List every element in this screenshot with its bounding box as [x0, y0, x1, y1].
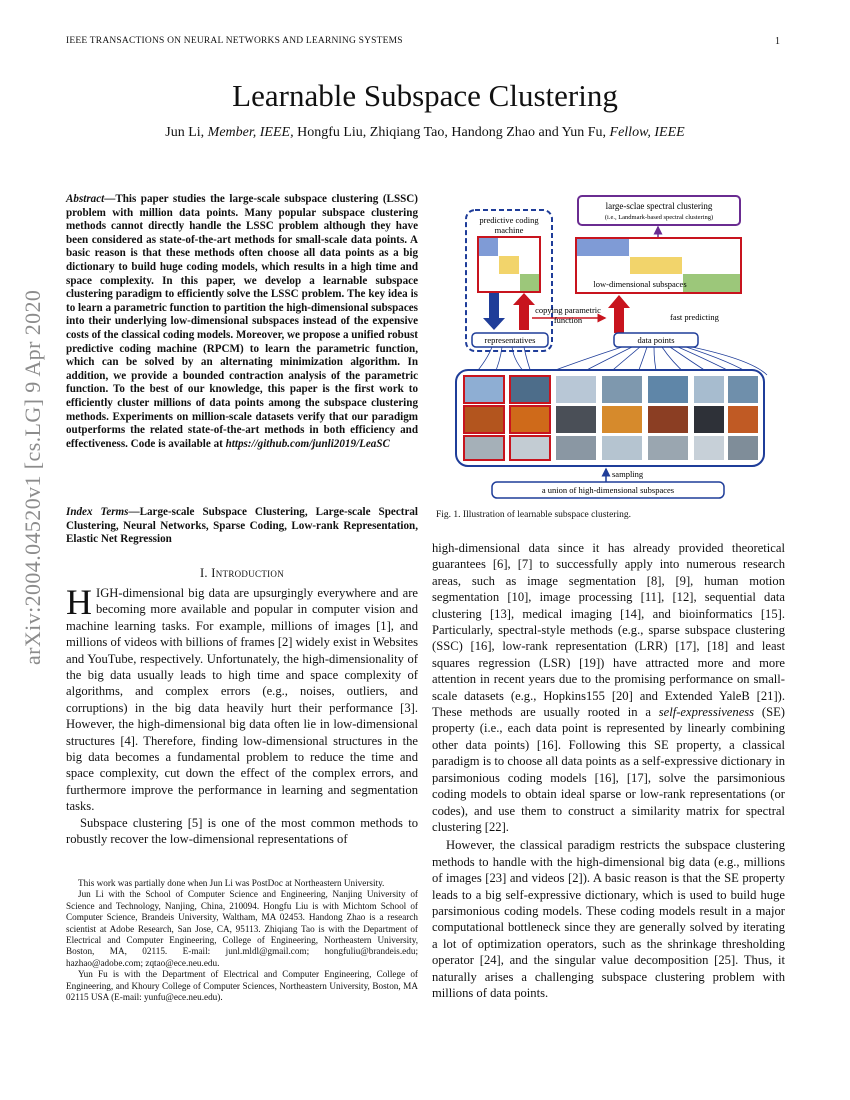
running-head: IEEE TRANSACTIONS ON NEURAL NETWORKS AND LEARNING SYSTEMS	[66, 36, 403, 46]
right-column-body	[432, 540, 785, 1001]
code-link[interactable]: https://github.com/junli2019/LeaSC	[225, 437, 390, 450]
image-car-6	[694, 406, 724, 433]
drop-cap: H	[66, 582, 92, 622]
large-block-blue	[577, 239, 629, 256]
image-car-5	[648, 406, 688, 433]
intro-p1-text: IGH-dimensional big data are upsurgingly everywhere and are becoming more available and popular in computer vision and machine learning tasks. For example, millions of images [1], and millions of videos with billions of frames [2] widely exist in Websites and YouTube, respectively. Unfortunately, the high-dimensionality of the big data usually leads to high time and space complexity of algorithms, and complex errors (e.g., noises, outliers, and corruptions) in the big data heavily hurt their performance [3]. However, the high-dimensional big data often lie in low-dimensional structures [4]. Therefore, finding low-dimensional structures in the big data becomes a fundamental problem to reduce the time and space complexity, cut down the effect of the complex errors, and furthermore improve the performance in learning and segmentation tasks.	[66, 586, 418, 814]
large-block-green	[683, 274, 740, 292]
introduction-body	[66, 582, 418, 848]
authors-part2: Hongfu Liu, Zhiqiang Tao, Handong Zhao and Yun Fu,	[293, 125, 610, 140]
image-plane-1	[464, 436, 504, 460]
predictive-label-2: machine	[494, 225, 524, 235]
image-boat-3	[556, 376, 596, 403]
learn-arrow-down	[483, 293, 505, 330]
predictive-label-1: predictive coding	[479, 215, 539, 225]
fast-predict-arrow	[608, 295, 630, 333]
authors-fellow: Fellow, IEEE	[609, 125, 685, 140]
footnotes	[66, 878, 418, 1003]
image-plane-6	[694, 436, 724, 460]
small-block-yellow	[499, 256, 519, 274]
figure-1-diagram	[432, 190, 785, 502]
abstract	[66, 193, 418, 451]
footnote-1: This work was partially done when Jun Li was PostDoc at Northeastern University.	[78, 878, 385, 888]
image-boat-7	[728, 376, 758, 403]
copying-label-2: function	[553, 315, 583, 325]
right-p1-em: self-expressiveness	[658, 705, 755, 720]
image-plane-2	[510, 436, 550, 460]
authors-member: Member, IEEE,	[207, 125, 294, 140]
abstract-lead: Abstract	[66, 193, 105, 205]
author-list	[0, 125, 850, 141]
representatives-label: representatives	[484, 335, 536, 345]
union-label: a union of high-dimensional subspaces	[541, 485, 675, 495]
paper-title: Learnable Subspace Clustering	[232, 78, 618, 113]
image-car-7	[728, 406, 758, 433]
right-p1-a: high-dimensional data since it has already provided theoretical guarantees [6], [7] to successfully apply into numerous research areas, such as image segmentation [8], [9], human motion segmentation [10], image processing [11], [12], sequential data clustering [13], medical imaging [14], and bioinformatics [15]. Particularly, spectral-style methods (e.g., sparse subspace clustering (SSC) [16], low-rank representation (LRR) [17], [18] and least squares regression (LSR) [19]) have attracted more and more attention in recent years due to the promising performance on small-scale datasets (e.g., Hopkins155 [20] and Extended YaleB [21]). These methods are usually rooted in a	[432, 541, 785, 720]
abstract-text: —This paper studies the large-scale subspace clustering (LSSC) problem with million data points. Many popular subspace clustering methods cannot directly handle the LSSC problem although they have been considered as state-of-the-art methods for small-scale data points. A basic reason is that these methods often choose all data points as a big dictionary to build huge coding models, which results in a high time and space complexity. In this paper, we develop a learnable subspace clustering paradigm to efficiently solve the LSSC problem. The key idea is to learn a parametric function to partition the high-dimensional subspaces into their underlying low-dimensional subspaces instead of the expensive costs of the classical coding models. Moreover, we propose a unified robust predictive coding machine (RPCM) to learn the parametric function, which can be solved by an alternating minimization algorithm. In addition, we provide a bounded contraction analysis of the parametric function. To the best of our knowledge, this paper is the first work to efficiently cluster millions of data points among the subspace clustering methods. Experiments on million-scale datasets verify that our paradigm outperforms the related state-of-the-art methods in both efficiency and effectiveness. Code is available at	[66, 193, 418, 450]
fast-predicting-label: fast predicting	[670, 312, 719, 322]
image-boat-4	[602, 376, 642, 403]
footnote-2: Jun Li with the School of Computer Science and Engineering, Nanjing University of Science and Technology, Nanjing, China, 210094. Hongfu Liu is with Michtom School of Computer Science, Brandeis University, Waltham, MA 02453. Handong Zhao is a research scientist at Adobe Research, San Jose, CA, 95113. Zhiqiang Tao is with the Department of Electrical and Computer Engineering, College of Engineering, Northeastern University, Boston, MA, 02115. E-mail: junl.mldl@gmail.com; hongfuliu@brandeis.edu; hazhao@adobe.com; zqtao@ece.neu.edu.	[66, 889, 418, 968]
image-car-4	[602, 406, 642, 433]
image-car-1	[464, 406, 504, 433]
right-paragraph-1	[432, 540, 785, 835]
figure-caption: Fig. 1. Illustration of learnable subspace clustering.	[436, 510, 631, 520]
image-boat-6	[694, 376, 724, 403]
right-paragraph-2: However, the classical paradigm restricts the subspace clustering methods to handle with the high-dimensional big data (e.g., millions of images [23] and videos [2]). A basic reason is that the SE property leads to a big self-expressive dictionary, which is used to build huge parsimonious coding models. These coding models result in a major computational bottleneck since they are generally solved by iterating a lot of optimization operators, such as the shrinkage thresholding operator [24], and the singular value decomposition [25]. Thus, it naturally arises a challenging subspace clustering problem with millions of data points.	[432, 838, 785, 1000]
copying-label-1: copying parametric	[535, 305, 601, 315]
image-car-3	[556, 406, 596, 433]
small-block-blue	[479, 238, 498, 256]
image-plane-5	[648, 436, 688, 460]
index-terms	[66, 506, 418, 547]
footnote-3: Yun Fu is with the Department of Electrical and Computer Engineering, College of Engineering, and Khoury College of Computer Sciences, Northeastern University, Boston, MA 02115 USA (E-mail: yunfu@ece.neu.edu).	[66, 969, 418, 1003]
intro-paragraph-2: Subspace clustering [5] is one of the most common methods to robustly recover the low-dimensional representations of	[66, 815, 418, 847]
small-block-green	[520, 274, 539, 291]
index-terms-text: —Large-scale Subspace Clustering, Large-scale Spectral Clustering, Neural Networks, Sparse Coding, Low-rank Representation, Elastic Net Regression	[66, 506, 418, 546]
authors-part1: Jun Li,	[165, 125, 208, 140]
page-number: 1	[775, 36, 780, 47]
figure-1	[432, 190, 785, 502]
image-boat-1	[464, 376, 504, 403]
large-block-yellow	[630, 257, 682, 274]
low-dim-label: low-dimensional subspaces	[593, 279, 687, 289]
image-boat-2	[510, 376, 550, 403]
image-plane-7	[728, 436, 758, 460]
arxiv-stamp: arXiv:2004.04520v1 [cs.LG] 9 Apr 2020	[20, 289, 45, 665]
right-p1-b: (SE) property (i.e., each data point is represented by linearly combining other data points) [16]. Following this SE property, a classical paradigm is to choose all data points as a self-expressive dictionary in parsimonious coding models [16], [17], solve the parsimonious coding models to obtain ideal sparse or low-rank representations (or codes), and use them to construct a similarity matrix for spectral clustering [22].	[432, 705, 785, 834]
spectral-title: large-sclae spectral clustering	[605, 201, 713, 211]
spectral-sub: (i.e., Landmark-based spectral clustering)	[604, 214, 714, 221]
index-terms-lead: Index Terms	[66, 506, 129, 518]
intro-paragraph-1	[66, 582, 418, 815]
data-points-label: data points	[637, 335, 675, 345]
image-plane-3	[556, 436, 596, 460]
image-boat-5	[648, 376, 688, 403]
image-plane-4	[602, 436, 642, 460]
sampling-label: sampling	[612, 469, 644, 479]
image-car-2	[510, 406, 550, 433]
section-heading: I. Introduction	[199, 566, 285, 580]
predict-arrow-up	[513, 293, 535, 330]
